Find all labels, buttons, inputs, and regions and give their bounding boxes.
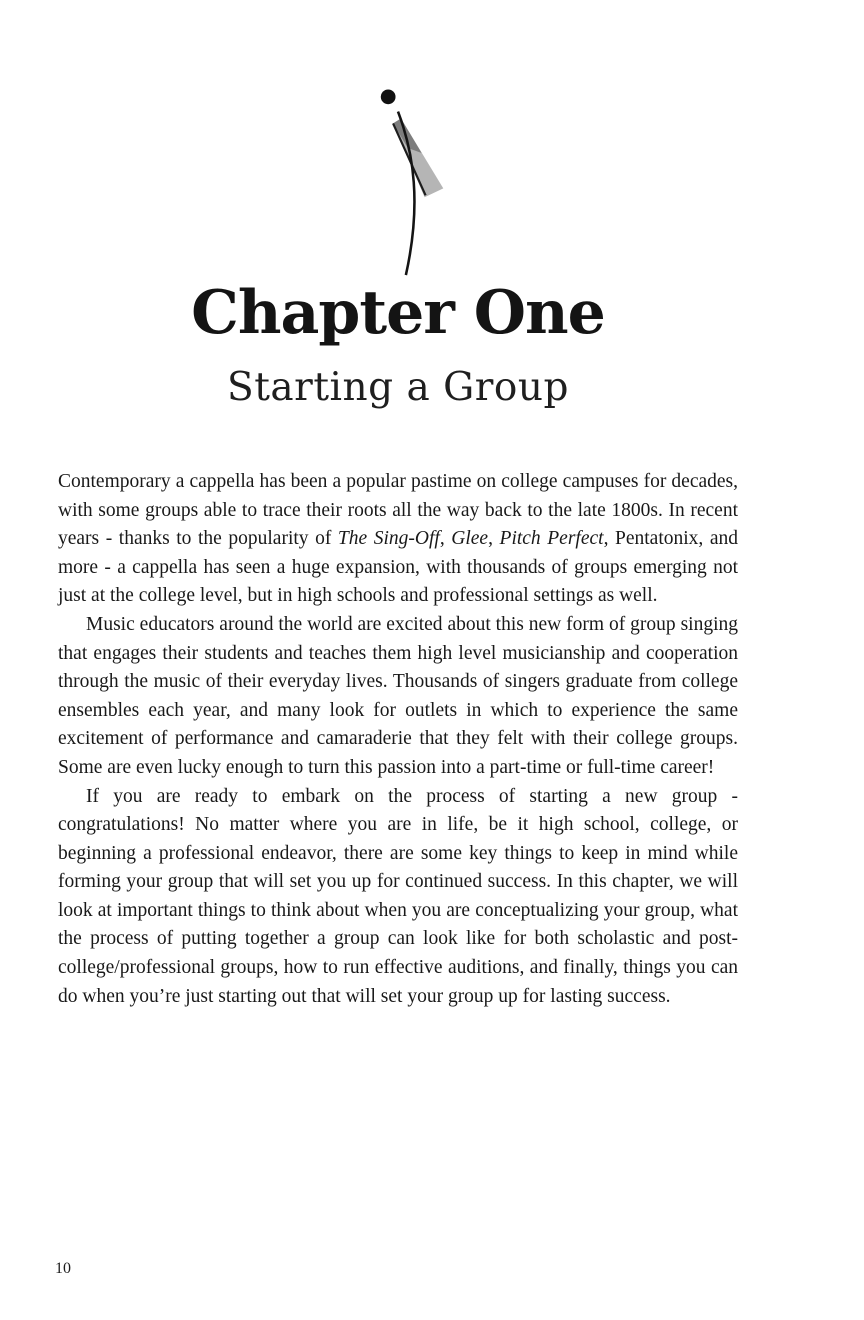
text-segment: , (488, 528, 500, 550)
text-segment: , Pentatonix, and more - a cappella has seen a huge expansion, with thousands of groups emerging not just at the college level, but in high schools and professional settings as well. (58, 528, 739, 607)
paragraph (58, 468, 738, 611)
a-cappella-figure-logo (58, 86, 738, 278)
text-segment: , (439, 528, 452, 550)
italic-text: Glee (451, 528, 489, 550)
page-number: 10 (55, 1260, 71, 1277)
italic-text: Pitch Perfect (499, 528, 604, 550)
chapter-title: Chapter One (191, 278, 605, 348)
text-segment: If you are ready to embark on the process of starting a new group - congratulations! No matter where you are in life, be it high school, college, or beginning a professional endeavor, there are some key things to keep in mind while forming your group that will set you up for continued success. In this chapter, we will look at important things to think about when you are conceptualizing your group, what the process of putting together a group can look like for both scholastic and post-college/professional groups, how to run effective auditions, and finally, things you can do when you’re just starting out that will set your group up for lasting success. (58, 785, 738, 1007)
text-segment: Contemporary a cappella has been a popular pastime on college campuses for decades, with some groups able to trace their roots all the way back to the late 1800s. In recent years - thanks to the popularity of (58, 470, 738, 550)
paragraph (58, 783, 738, 1012)
paragraph (58, 611, 738, 783)
chapter-header (58, 0, 738, 412)
body-text (58, 468, 738, 1011)
figure-logo-icon (348, 86, 448, 278)
text-segment: Music educators around the world are excited about this new form of group singing that engages their students and teaches them high level musicianship and cooperation through the music of their everyday lives. Thousands of singers graduate from college ensembles each year, and many look for outlets in which to experience the same excitement of performance and camaraderie that they felt with their college groups. Some are even lucky enough to turn this passion into a part-time or full-time career! (58, 613, 738, 778)
chapter-subtitle: Starting a Group (227, 365, 569, 411)
italic-text: The Sing-Off (337, 528, 440, 550)
